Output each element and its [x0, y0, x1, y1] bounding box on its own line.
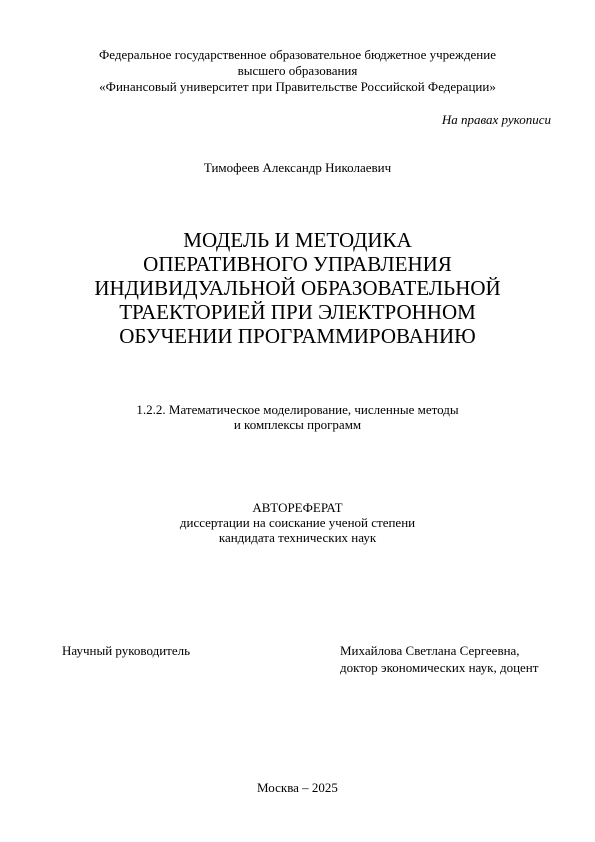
title-line-3: ИНДИВИДУАЛЬНОЙ ОБРАЗОВАТЕЛЬНОЙ [94, 276, 501, 300]
specialty-block [0, 402, 595, 432]
institution-line-1: Федеральное государственное образовательное бюджетное учреждение [99, 47, 496, 62]
author-name: Тимофеев Александр Николаевич [203, 160, 392, 175]
supervisor-name: Михайлова Светлана Сергеевна, [340, 643, 520, 658]
title-line-2: ОПЕРАТИВНОГО УПРАВЛЕНИЯ [143, 252, 452, 276]
abstract-block [0, 500, 595, 545]
institution-line-3: «Финансовый университет при Правительстве Российской Федерации» [99, 79, 496, 94]
specialty-line-2: и комплексы программ [233, 417, 362, 432]
title-line-4: ТРАЕКТОРИЕЙ ПРИ ЭЛЕКТРОННОМ [119, 300, 476, 324]
place-year: Москва – 2025 [257, 780, 338, 795]
dissertation-title [0, 228, 595, 348]
institution-line-2: высшего образования [237, 63, 358, 78]
abstract-line-1: диссертации на соискание ученой степени [179, 515, 416, 530]
abstract-line-2: кандидата технических наук [218, 530, 377, 545]
abstract-heading: АВТОРЕФЕРАТ [252, 500, 343, 515]
specialty-line-1: 1.2.2. Математическое моделирование, численные методы [136, 402, 459, 417]
supervisor-info [340, 642, 538, 676]
institution-block [0, 47, 595, 95]
title-line-5: ОБУЧЕНИИ ПРОГРАММИРОВАНИЮ [119, 324, 476, 348]
supervisor-role: Научный руководитель [62, 643, 191, 658]
manuscript-note: На правах рукописи [441, 112, 551, 127]
title-line-1: МОДЕЛЬ И МЕТОДИКА [183, 228, 412, 252]
supervisor-degree: доктор экономических наук, доцент [340, 660, 539, 675]
